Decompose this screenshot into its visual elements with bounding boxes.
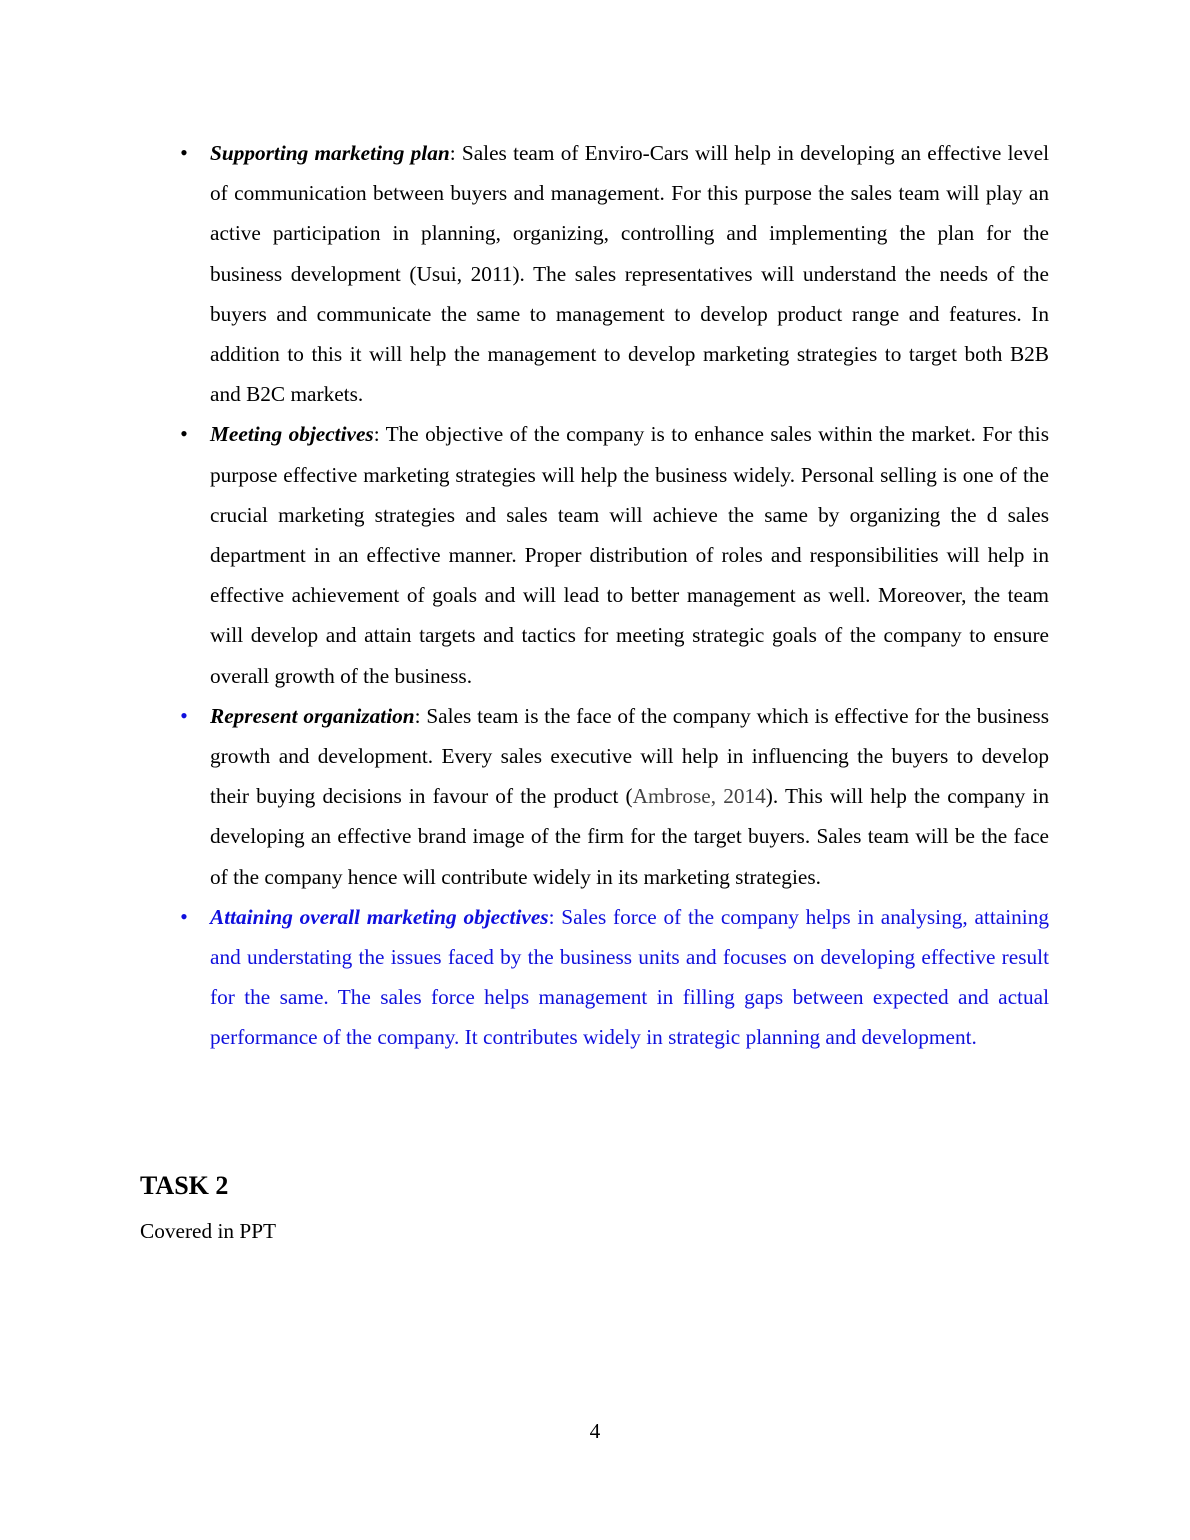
page-number: 4 <box>589 1419 601 1443</box>
bullet-title: Supporting marketing plan <box>210 141 450 165</box>
bullet-title: Meeting objectives <box>210 422 374 447</box>
bullet-separator: : <box>373 422 380 447</box>
bullet-title: Represent organization <box>210 703 415 728</box>
bullet-icon: • <box>180 421 188 447</box>
bullet-separator: : <box>414 703 421 728</box>
bullet-icon: • <box>180 702 188 728</box>
bullet-separator: : <box>548 904 555 929</box>
bullet-text: Sales team is the face of the company which is effective for the business growth and development. Every sales executive will help in influencing the buyers to develop their buying decisions in favour of the product ( <box>210 703 1049 809</box>
bullet-icon: • <box>180 140 188 165</box>
task-2-body: Covered in PPT <box>140 1219 277 1243</box>
bullet-item-meeting-objectives <box>180 414 1049 695</box>
citation: Ambrose, 2014 <box>632 784 766 809</box>
bullet-item-supporting-marketing-plan <box>180 133 1049 414</box>
bullet-text: The objective of the company is to enhance sales within the market. For this purpose effective marketing strategies will help the business widely. Personal selling is one of the crucial marketing strategies and sales team will achieve the same by organizing the d sales department in an effective manner. Proper distribution of roles and responsibilities will help in effective achievement of goals and will lead to better management as well. Moreover, the team will develop and attain targets and tactics for meeting strategic goals of the company to ensure overall growth of the business. <box>210 422 1049 688</box>
bullet-item-attaining-objectives <box>180 897 1049 1058</box>
bullet-title: Attaining overall marketing objectives <box>210 904 549 929</box>
bullet-text: Sales team of Enviro-Cars will help in developing an effective level of communication between buyers and management. For this purpose the sales team will play an active participation in planning, organizing, controlling and implementing the plan for the business development (Usui, 2011). The sales representatives will understand the needs of the buyers and communicate the same to management to develop product range and features. In addition to this it will help the management to develop marketing strategies to target both B2B and B2C markets. <box>210 141 1049 407</box>
task-2-heading: TASK 2 <box>140 1171 229 1200</box>
bullet-item-represent-organization <box>180 696 1049 897</box>
bullet-separator: : <box>449 141 456 165</box>
bullet-icon: • <box>180 903 188 929</box>
bullet-list <box>180 133 1049 1058</box>
bullet-text: Sales force of the company helps in analysing, attaining and understating the issues faced by the business units and focuses on developing effective result for the same. The sales force helps management in filling gaps between expected and actual performance of the company. It contributes widely in strategic planning and development. <box>210 904 1049 1050</box>
bullet-text-continued: ). This will help the company in developing an effective brand image of the firm for the target buyers. Sales team will be the face of the company hence will contribute widely in its marketing strategies. <box>210 784 1049 889</box>
